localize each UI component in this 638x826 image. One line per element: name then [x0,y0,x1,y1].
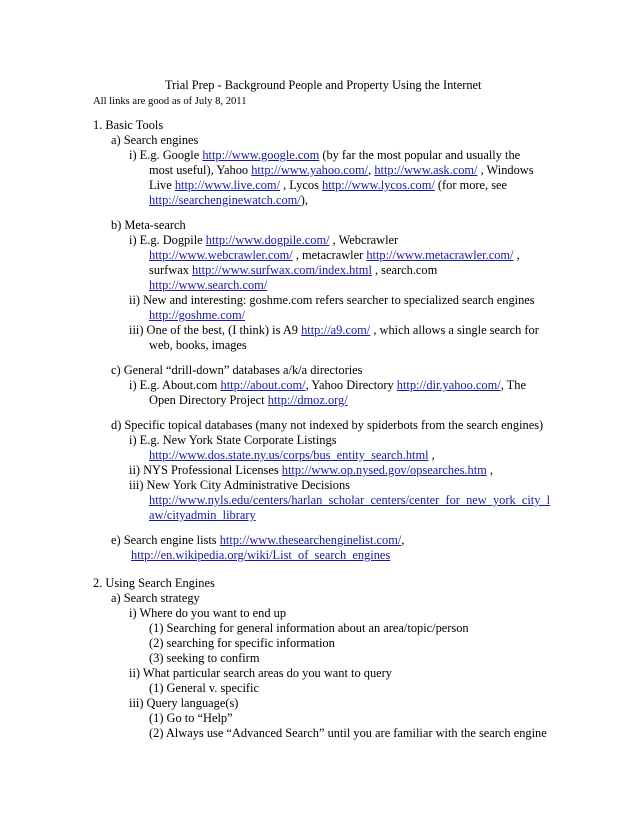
hyperlink[interactable]: http://www.surfwax.com/index.html [192,263,372,277]
outline-line [149,636,335,652]
line-text: iii) One of the best, (I think) is A9 [129,323,302,337]
hyperlink[interactable]: http://www.search.com/ [149,278,268,292]
outline-line [129,323,539,339]
line-text: , [486,463,493,477]
outline-line [129,666,392,682]
line-text: , [368,163,375,177]
line-text: , which allows a single search for [370,323,539,337]
line-text: 2. Using Search Engines [93,576,215,590]
outline-line [129,478,350,494]
hyperlink[interactable]: http://dmoz.org/ [267,393,348,407]
line-text: , [428,448,435,462]
outline-line [111,533,404,549]
line-text: 1. Basic Tools [93,118,164,132]
hyperlink[interactable]: http://www.dogpile.com/ [205,233,330,247]
line-text: ii) NYS Professional Licenses [129,463,282,477]
outline-line [149,726,547,742]
hyperlink[interactable]: http://www.thesearchenginelist.com/ [219,533,402,547]
line-text: web, books, images [149,338,247,352]
line-text: , Webcrawler [329,233,399,247]
hyperlink[interactable]: aw/cityadmin_library [149,508,256,522]
line-text: , Windows [477,163,534,177]
outline-line [149,508,256,524]
line-text: i) E.g. Dogpile [129,233,206,247]
line-text: i) E.g. Google [129,148,203,162]
line-text: a) Search strategy [111,591,200,605]
line-text: Live [149,178,175,192]
line-text: ), [300,193,308,207]
line-text: (1) General v. specific [149,681,259,695]
outline-line [93,576,215,592]
outline-line [129,293,535,309]
outline-line [149,248,520,264]
hyperlink[interactable]: http://searchenginewatch.com/ [149,193,301,207]
outline-line [149,338,247,354]
outline-line [111,133,198,149]
line-text: c) General “drill-down” databases a/k/a directories [111,363,363,377]
line-text: (2) Always use “Advanced Search” until you are familiar with the search engine [149,726,547,740]
line-text: i) E.g. New York State Corporate Listings [129,433,337,447]
outline-line [149,263,437,279]
outline-line [149,308,245,324]
outline-line [111,418,543,434]
line-text: , The [500,378,526,392]
hyperlink[interactable]: http://www.live.com/ [174,178,281,192]
outline-line [149,681,259,697]
line-text: Open Directory Project [149,393,268,407]
outline-line [129,606,286,622]
line-text: most useful), Yahoo [149,163,252,177]
line-text: d) Specific topical databases (many not indexed by spiderbots from the search engines) [111,418,544,432]
outline-line [129,233,398,249]
hyperlink[interactable]: http://about.com/ [220,378,306,392]
hyperlink[interactable]: http://goshme.com/ [149,308,246,322]
outline-line [149,193,308,209]
hyperlink[interactable]: http://www.ask.com/ [374,163,478,177]
outline-line [149,178,507,194]
outline-line [111,591,200,607]
outline-line [129,433,337,449]
line-text: i) E.g. About.com [129,378,221,392]
outline-line [129,148,520,164]
outline-line [149,621,469,637]
line-text: (3) seeking to confirm [149,651,260,665]
line-text: (by far the most popular and usually the [319,148,521,162]
line-text: b) Meta-search [111,218,186,232]
line-text: (1) Go to “Help” [149,711,233,725]
line-text: e) Search engine lists [111,533,220,547]
hyperlink[interactable]: http://dir.yahoo.com/ [396,378,501,392]
page-title: Trial Prep - Background People and Property Using the Internet [165,78,482,92]
outline-line [149,711,233,727]
hyperlink[interactable]: http://www.op.nysed.gov/opsearches.htm [281,463,487,477]
hyperlink[interactable]: http://www.lycos.com/ [322,178,435,192]
line-text: , [401,533,405,547]
hyperlink[interactable]: http://www.metacrawler.com/ [366,248,514,262]
outline-line [111,363,362,379]
line-text: (for more, see [434,178,508,192]
hyperlink[interactable]: http://www.dos.state.ny.us/corps/bus_entity_search.html [149,448,429,462]
line-text: , search.com [371,263,438,277]
hyperlink[interactable]: http://a9.com/ [301,323,371,337]
line-text: i) Where do you want to end up [129,606,287,620]
hyperlink[interactable]: http://www.yahoo.com/ [251,163,369,177]
line-text: , [513,248,520,262]
outline-line [149,163,534,179]
line-text: ii) New and interesting: goshme.com refers searcher to specialized search engines [129,293,535,307]
outline-line [149,651,259,667]
hyperlink[interactable]: http://en.wikipedia.org/wiki/List_of_search_engines [131,548,391,562]
outline-line [93,118,163,134]
line-text: iii) Query language(s) [129,696,239,710]
outline-line [111,218,186,234]
hyperlink[interactable]: http://www.nyls.edu/centers/harlan_scholar_centers/center_for_new_york_city_l [149,493,551,507]
hyperlink[interactable]: http://www.google.com [202,148,320,162]
outline-line [131,548,390,564]
hyperlink[interactable]: http://www.webcrawler.com/ [149,248,293,262]
outline-line [149,278,267,294]
outline-line [149,493,550,509]
line-text: , Lycos [280,178,323,192]
outline-line [129,696,238,712]
line-text: a) Search engines [111,133,199,147]
outline-line [129,378,526,394]
page-subtitle: All links are good as of July 8, 2011 [93,96,247,107]
line-text: , Yahoo Directory [305,378,397,392]
line-text: surfwax [149,263,193,277]
line-text: iii) New York City Administrative Decisions [129,478,350,492]
line-text: (2) searching for specific information [149,636,335,650]
line-text: (1) Searching for general information about an area/topic/person [149,621,469,635]
line-text: ii) What particular search areas do you want to query [129,666,392,680]
outline-line [149,393,348,409]
line-text: , metacrawler [292,248,367,262]
outline-line [129,463,493,479]
outline-line [149,448,435,464]
